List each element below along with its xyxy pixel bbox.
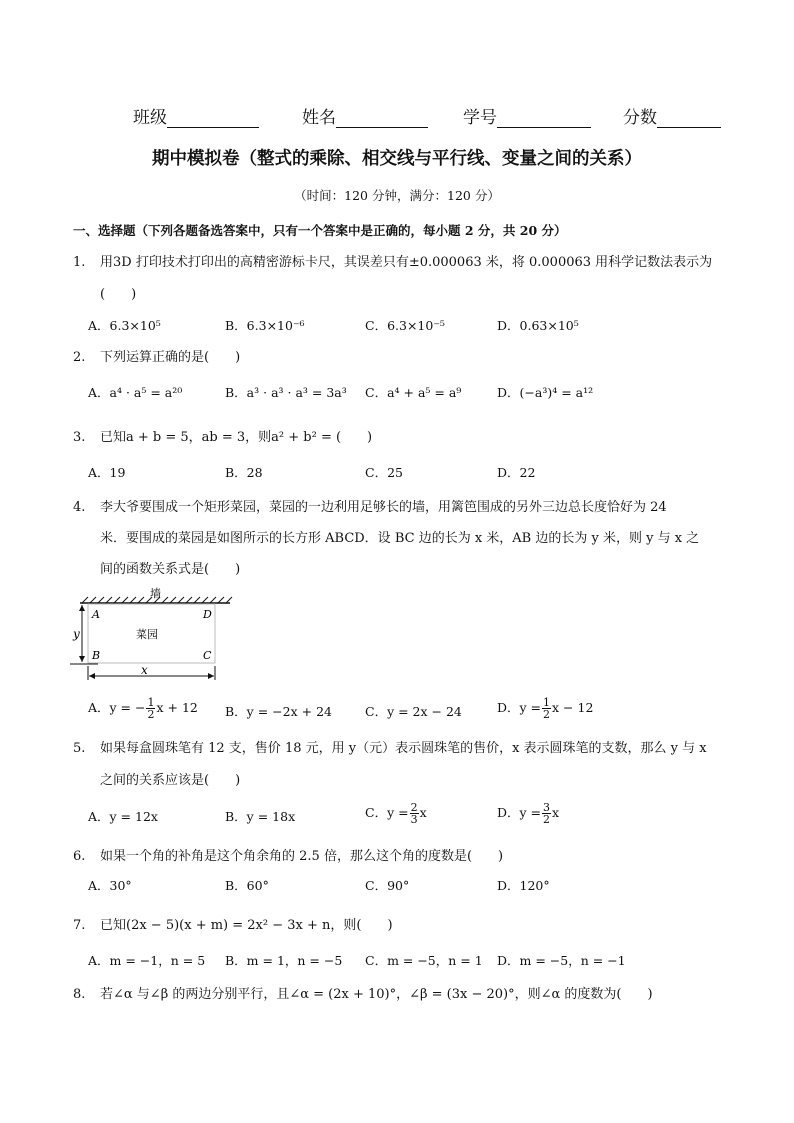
name-label: 姓名 bbox=[302, 108, 336, 128]
student-id-blank bbox=[497, 109, 591, 128]
garden-figure bbox=[70, 586, 240, 682]
score-label: 分数 bbox=[623, 108, 657, 128]
q1-option-c[interactable]: C．6.3×10⁻⁵ bbox=[365, 318, 445, 333]
y-label: y bbox=[73, 627, 80, 641]
exam-title: 期中模拟卷（整式的乘除、相交线与平行线、变量之间的关系） bbox=[152, 149, 642, 169]
score-blank bbox=[657, 109, 721, 128]
fraction: $\frac{2}{3}$ bbox=[410, 801, 418, 826]
y-arrow-head-top bbox=[79, 605, 85, 611]
question-text: 李大爷要围成一个矩形菜园，菜园的一边利用足够长的墙，用篱笆围成的另外三边总长度恰好为 24 bbox=[100, 500, 667, 515]
q3-option-c[interactable]: C．25 bbox=[365, 465, 403, 480]
q7-option-d[interactable]: D．m = −5，n = −1 bbox=[497, 953, 626, 968]
fraction: $\frac{1}{2}$ bbox=[543, 696, 551, 721]
score-field bbox=[623, 103, 721, 128]
question-text: 用3D 打印技术打印出的高精密游标卡尺，其误差只有±0.000063 米，将 0.000063 用科学记数法表示为 bbox=[100, 255, 713, 270]
q3-option-a[interactable]: A．19 bbox=[88, 465, 126, 480]
question-7 bbox=[73, 914, 393, 933]
q1-option-d[interactable]: D．0.63×10⁵ bbox=[497, 318, 579, 333]
question-number: 7. bbox=[73, 918, 86, 933]
vertex-c: C bbox=[203, 649, 212, 662]
q7-option-a[interactable]: A．m = −1，n = 5 bbox=[88, 953, 206, 968]
x-arrow-head-right bbox=[208, 673, 214, 679]
question-5 bbox=[73, 737, 707, 756]
q5-option-b[interactable]: B．y = 18x bbox=[225, 809, 296, 824]
q4-option-d[interactable]: D．y = $\frac{1}{2}$ x − 12 bbox=[497, 696, 594, 721]
student-id-field bbox=[463, 103, 591, 128]
question-4-line3: 间的函数关系式是( ) bbox=[100, 562, 241, 577]
wall-label: 墙 bbox=[150, 587, 161, 600]
question-text: 如果一个角的补角是这个角余角的 2.5 倍，那么这个角的度数是( ) bbox=[100, 849, 504, 864]
q4-option-b[interactable]: B．y = −2x + 24 bbox=[225, 704, 332, 719]
q2-option-d[interactable]: D．(−a³)⁴ = a¹² bbox=[497, 385, 594, 400]
x-label: x bbox=[141, 663, 148, 677]
q5-option-c[interactable]: C．y = $\frac{2}{3}$ x bbox=[365, 801, 427, 826]
y-arrow-head-bottom bbox=[79, 656, 85, 662]
class-blank bbox=[167, 109, 259, 128]
question-number: 6. bbox=[73, 849, 86, 864]
question-number: 4. bbox=[73, 500, 86, 515]
question-text: 已知a + b = 5，ab = 3，则a² + b² = ( ) bbox=[100, 430, 373, 445]
q1-option-a[interactable]: A．6.3×10⁵ bbox=[88, 318, 161, 333]
q6-option-c[interactable]: C．90° bbox=[365, 878, 410, 893]
name-blank bbox=[336, 109, 428, 128]
question-3 bbox=[73, 426, 372, 445]
q3-option-d[interactable]: D．22 bbox=[497, 465, 536, 480]
q6-option-b[interactable]: B．60° bbox=[225, 878, 269, 893]
vertex-d: D bbox=[203, 608, 212, 621]
question-text: 已知(2x − 5)(x + m) = 2x² − 3x + n，则( ) bbox=[100, 918, 393, 933]
q7-option-b[interactable]: B．m = 1，n = −5 bbox=[225, 953, 343, 968]
fraction: $\frac{3}{2}$ bbox=[543, 801, 551, 826]
garden-label: 菜园 bbox=[136, 628, 158, 641]
q1-option-b[interactable]: B．6.3×10⁻⁶ bbox=[225, 318, 305, 333]
vertex-b: B bbox=[92, 649, 101, 662]
q6-option-a[interactable]: A．30° bbox=[88, 878, 132, 893]
question-number: 3. bbox=[73, 430, 86, 445]
class-label: 班级 bbox=[133, 108, 167, 128]
question-2 bbox=[73, 346, 240, 365]
q6-option-d[interactable]: D．120° bbox=[497, 878, 550, 893]
question-text: 如果每盒圆珠笔有 12 支，售价 18 元，用 y（元）表示圆珠笔的售价，x 表示圆珠笔的支数，那么 y 与 x bbox=[100, 741, 707, 756]
question-1-cont: ( ) bbox=[100, 287, 137, 302]
class-field bbox=[133, 103, 259, 128]
q4-option-c[interactable]: C．y = 2x − 24 bbox=[365, 704, 462, 719]
vertex-a: A bbox=[92, 608, 100, 621]
q5-option-a[interactable]: A．y = 12x bbox=[88, 809, 158, 824]
question-4-line2: 米．要围成的菜园是如图所示的长方形 ABCD．设 BC 边的长为 x 米，AB 边的长为 y 米，则 y 与 x 之 bbox=[100, 531, 700, 546]
name-field bbox=[302, 103, 428, 128]
fraction: $\frac{1}{2}$ bbox=[147, 696, 155, 721]
q2-option-c[interactable]: C．a⁴ + a⁵ = a⁹ bbox=[365, 385, 462, 400]
question-number: 5. bbox=[73, 741, 86, 756]
question-number: 1. bbox=[73, 255, 86, 270]
question-8 bbox=[73, 983, 653, 1002]
question-number: 8. bbox=[73, 987, 86, 1002]
q2-option-a[interactable]: A．a⁴ · a⁵ = a²⁰ bbox=[88, 385, 183, 400]
exam-subtitle: （时间：120 分钟，满分：120 分） bbox=[294, 188, 500, 203]
question-number: 2. bbox=[73, 350, 86, 365]
q3-option-b[interactable]: B．28 bbox=[225, 465, 263, 480]
question-4 bbox=[73, 496, 667, 515]
section-heading: 一、选择题（下列各题备选答案中，只有一个答案中是正确的，每小题 2 分，共 20 分） bbox=[73, 223, 567, 238]
q4-option-a[interactable]: A．y = − $\frac{1}{2}$ x + 12 bbox=[88, 696, 198, 721]
q2-option-b[interactable]: B．a³ · a³ · a³ = 3a³ bbox=[225, 385, 347, 400]
student-id-label: 学号 bbox=[463, 108, 497, 128]
q7-option-c[interactable]: C．m = −5，n = 1 bbox=[365, 953, 483, 968]
question-1 bbox=[73, 251, 712, 270]
question-text: 若∠α 与∠β 的两边分别平行，且∠α = (2x + 10)°，∠β = (3x − 20)°，则∠α 的度数为( ) bbox=[100, 987, 653, 1002]
q5-option-d[interactable]: D．y = $\frac{3}{2}$ x bbox=[497, 801, 560, 826]
question-5-cont: 之间的关系应该是( ) bbox=[100, 773, 241, 788]
question-text: 下列运算正确的是( ) bbox=[100, 350, 241, 365]
x-arrow-head-left bbox=[89, 673, 95, 679]
question-6 bbox=[73, 845, 503, 864]
